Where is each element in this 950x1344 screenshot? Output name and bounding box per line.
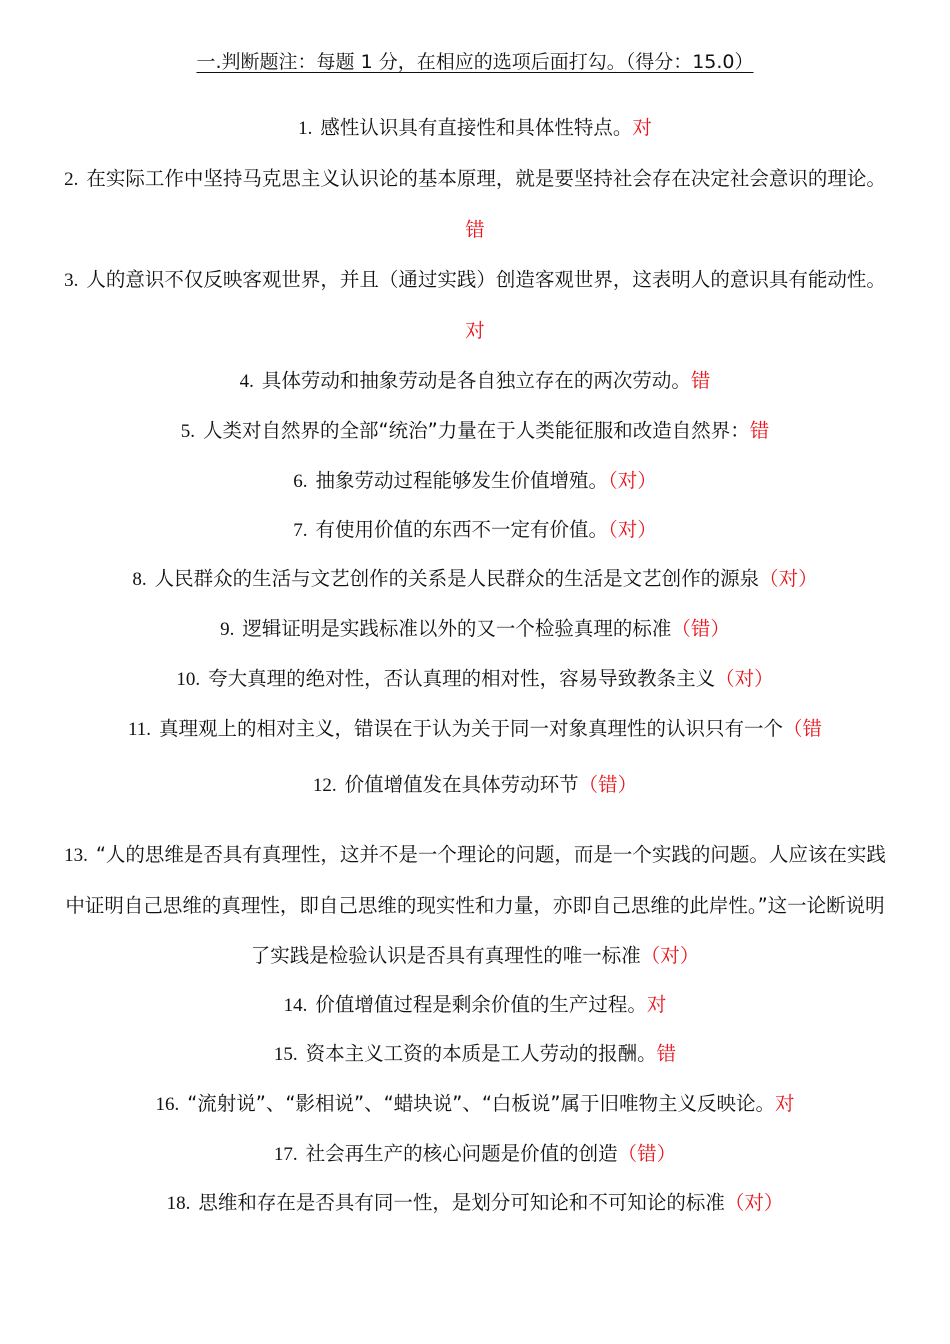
question-answer: 对 — [775, 1092, 795, 1115]
question-number: 12. — [312, 775, 337, 796]
section-title: 一.判断题注：每题 1 分，在相应的选项后面打勾。（得分：15.0） — [196, 51, 754, 73]
question-number: 8. — [132, 569, 147, 590]
question-answer: 对 — [465, 319, 485, 342]
question-18 — [60, 1178, 890, 1229]
question-number: 5. — [180, 421, 195, 442]
question-text: 价值增值发在具体劳动环节 — [344, 773, 579, 796]
question-answer: （错 — [783, 717, 823, 740]
question-answer: （错） — [617, 1142, 677, 1165]
question-answer: 错 — [690, 369, 711, 392]
question-answer: （对） — [640, 944, 700, 967]
question-number: 18. — [166, 1193, 191, 1214]
question-5 — [60, 406, 890, 457]
question-6 — [60, 456, 890, 507]
question-number: 15. — [273, 1044, 298, 1065]
question-text: 人类对自然界的全部“统治”力量在于人类能征服和改造自然界： — [203, 419, 750, 442]
question-answer: （错） — [671, 617, 730, 640]
question-text: 具体劳动和抽象劳动是各自独立存在的两次劳动。 — [261, 369, 691, 392]
question-14 — [60, 980, 890, 1031]
question-12 — [60, 760, 890, 811]
question-answer: （对） — [715, 667, 774, 690]
question-answer: （对） — [759, 567, 818, 590]
question-number: 14. — [283, 995, 308, 1016]
question-9 — [60, 604, 890, 655]
question-text: 感性认识具有直接性和具体性特点。 — [320, 116, 633, 139]
question-answer: 对 — [646, 993, 667, 1016]
question-number: 4. — [239, 371, 254, 392]
question-17 — [60, 1129, 890, 1180]
question-2 — [60, 154, 890, 255]
question-answer: （对） — [724, 1191, 784, 1214]
question-8 — [60, 554, 890, 605]
question-text: 价值增值过程是剩余价值的生产过程。 — [315, 993, 647, 1016]
question-text: 夸大真理的绝对性，否认真理的相对性，容易导致教条主义 — [208, 667, 716, 690]
question-number: 10. — [176, 669, 201, 690]
question-number: 17. — [273, 1144, 298, 1165]
question-number: 6. — [293, 471, 308, 492]
question-3 — [60, 255, 890, 356]
question-16 — [60, 1079, 890, 1130]
question-7 — [60, 505, 890, 556]
question-number: 7. — [293, 520, 308, 541]
section-header — [0, 49, 950, 75]
question-1 — [60, 103, 890, 154]
question-answer: 错 — [465, 218, 485, 241]
question-answer: （错） — [578, 773, 638, 796]
question-13 — [60, 830, 890, 981]
question-number: 16. — [155, 1094, 180, 1115]
question-number: 1. — [298, 118, 313, 139]
question-number: 13. — [64, 845, 88, 866]
question-answer: （对） — [608, 518, 657, 541]
question-text: 在实际工作中坚持马克思主义认识论的基本原理，就是要坚持社会存在决定社会意识的理论。 — [86, 167, 886, 190]
question-11 — [60, 704, 890, 755]
question-10 — [60, 654, 890, 705]
question-answer: （对） — [608, 469, 657, 492]
question-text: 真理观上的相对主义，错误在于认为关于同一对象真理性的认识只有一个 — [159, 717, 784, 740]
question-number: 3. — [64, 270, 79, 291]
question-4 — [60, 356, 890, 407]
question-text: 逻辑证明是实践标准以外的又一个检验真理的标准 — [242, 617, 672, 640]
question-number: 11. — [127, 719, 151, 740]
question-answer: 错 — [656, 1042, 677, 1065]
question-text: “人的思维是否具有真理性，这并不是一个理论的问题，而是一个实践的问题。人应该在实践中证明自己思维的真理性，即自己思维的现实性和力量，亦即自己思维的此岸性。”这一论断说明了实践是检验认识是否具有真理性的唯一标准 — [65, 843, 886, 967]
question-answer: 对 — [632, 116, 652, 139]
question-text: 人民群众的生活与文艺创作的关系是人民群众的生活是文艺创作的源泉 — [154, 567, 760, 590]
question-text: 社会再生产的核心问题是价值的创造 — [305, 1142, 618, 1165]
question-answer: 错 — [749, 419, 770, 442]
question-text: 有使用价值的东西不一定有价值。 — [315, 518, 608, 541]
question-text: 思维和存在是否具有同一性，是划分可知论和不可知论的标准 — [198, 1191, 725, 1214]
question-number: 9. — [220, 619, 235, 640]
question-text: “流射说”、“影相说”、“蜡块说”、“白板说”属于旧唯物主义反映论。 — [187, 1092, 776, 1115]
question-text: 资本主义工资的本质是工人劳动的报酬。 — [305, 1042, 657, 1065]
question-text: 人的意识不仅反映客观世界，并且（通过实践）创造客观世界，这表明人的意识具有能动性。 — [86, 268, 886, 291]
question-15 — [60, 1029, 890, 1080]
question-number: 2. — [64, 169, 79, 190]
question-text: 抽象劳动过程能够发生价值增殖。 — [315, 469, 608, 492]
